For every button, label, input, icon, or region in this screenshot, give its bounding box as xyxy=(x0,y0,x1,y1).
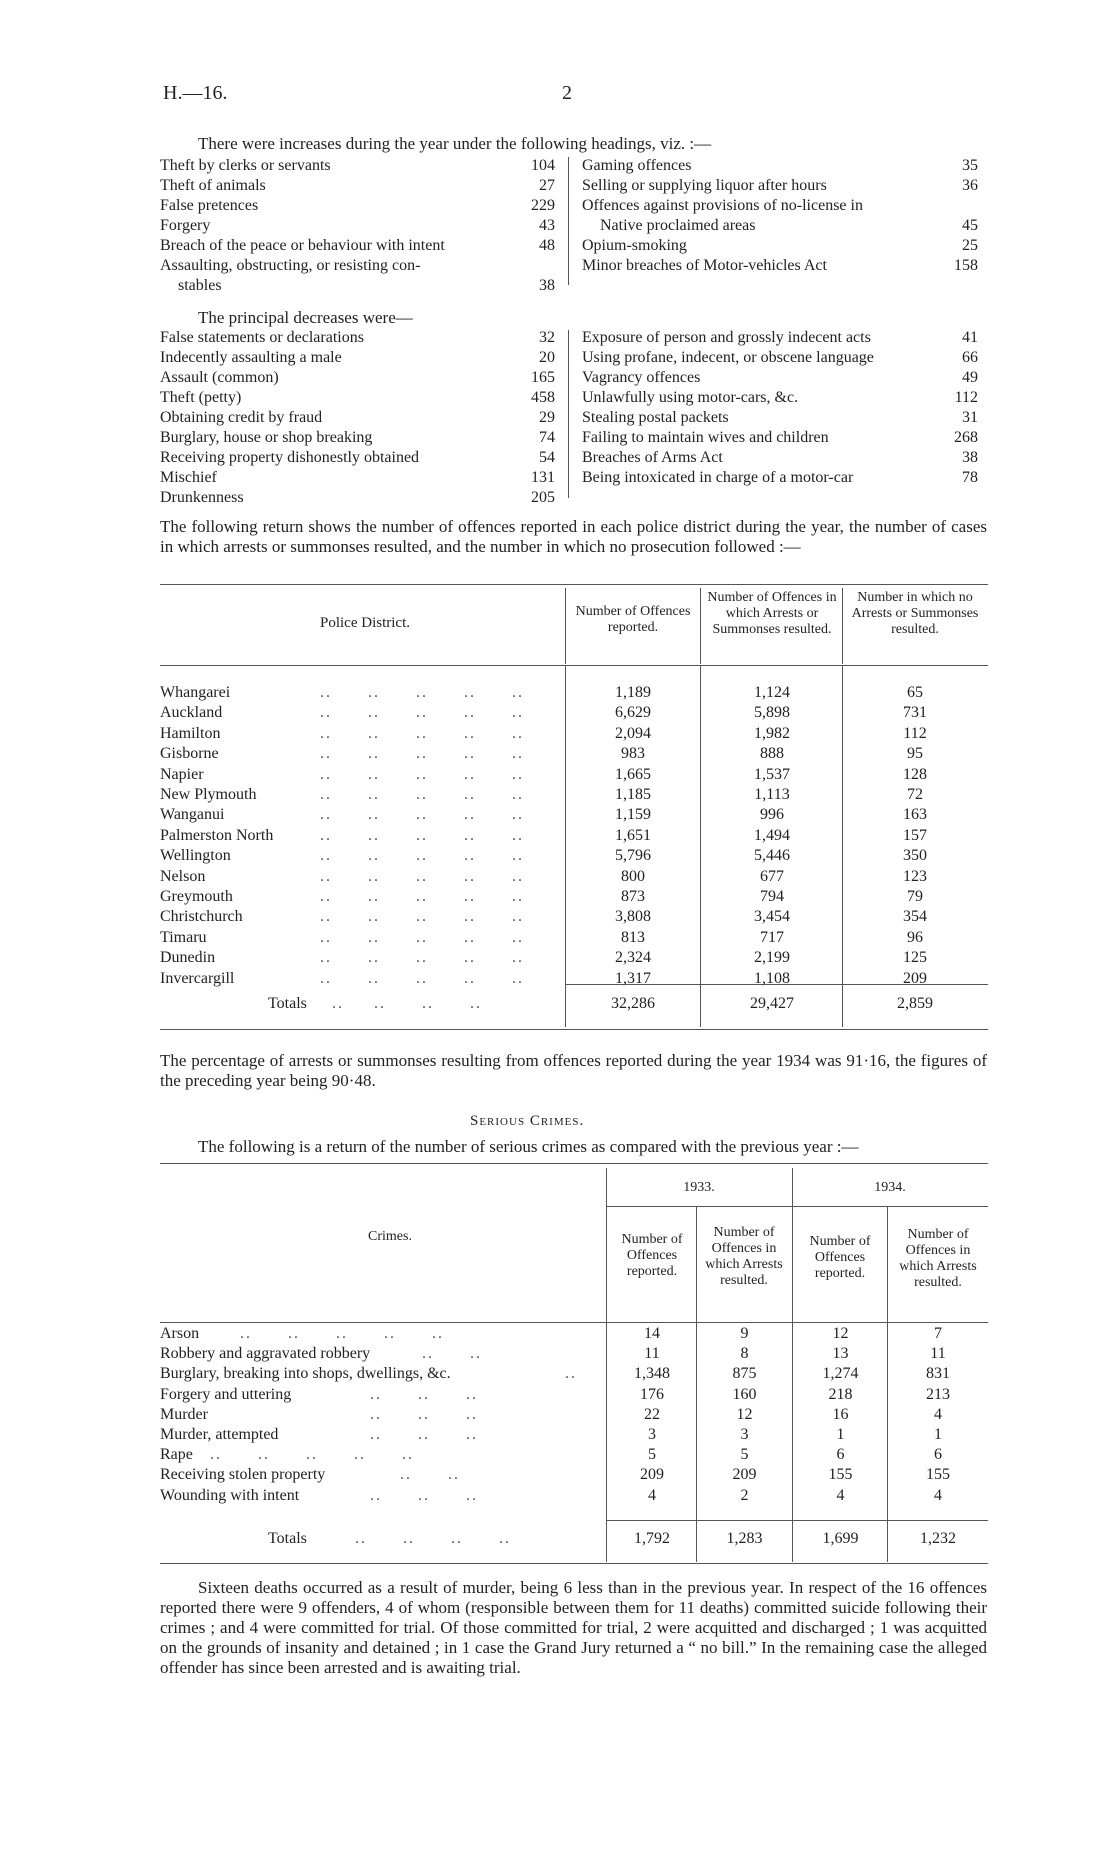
table-cell: 213 xyxy=(926,1386,950,1403)
table-cell: 5 xyxy=(740,1446,749,1463)
list-item xyxy=(160,216,555,236)
list-item xyxy=(160,448,555,468)
table-cell: 163 xyxy=(903,806,927,823)
increases-intro: There were increases during the year under the following headings, viz. :— xyxy=(198,134,712,153)
table-cell: 11 xyxy=(930,1345,946,1362)
list-item xyxy=(160,156,555,176)
table-cell: 12 xyxy=(832,1325,849,1342)
leader-dots: .. .. .. .. .. xyxy=(320,806,524,823)
list-item-label: Burglary, house or shop breaking xyxy=(160,429,373,446)
table-cell: 4 xyxy=(934,1406,942,1423)
list-item-label: Opium-smoking xyxy=(582,237,687,254)
list-item-value: 35 xyxy=(962,157,978,174)
table-row-label: New Plymouth xyxy=(160,786,257,803)
table-row-label: Hamilton xyxy=(160,725,221,742)
table-row-label: Nelson xyxy=(160,868,206,885)
list-item-value: 458 xyxy=(531,389,555,406)
list-item xyxy=(160,276,555,296)
list-item xyxy=(160,428,555,448)
leader-dots: .. xyxy=(565,1365,577,1382)
list-item-value: 158 xyxy=(954,257,978,274)
district-total-no-arrests: 2,859 xyxy=(897,995,933,1012)
table-cell: 996 xyxy=(760,806,784,823)
table-cell: 2 xyxy=(740,1487,749,1504)
column-divider xyxy=(568,157,569,285)
list-item-label: Theft (petty) xyxy=(160,389,242,406)
list-item-value: 36 xyxy=(962,177,978,194)
list-item-label: Being intoxicated in charge of a motor-car xyxy=(582,469,854,486)
increases-right-list xyxy=(582,156,978,276)
list-item-value: 165 xyxy=(531,369,555,386)
offences-reported-header: Number of Offences reported. xyxy=(575,604,691,635)
table-row-label: Wounding with intent xyxy=(160,1487,300,1504)
table-cell: 218 xyxy=(828,1386,853,1403)
list-item-label: Exposure of person and grossly indecent acts xyxy=(582,329,871,346)
table-cell: 16 xyxy=(832,1406,849,1423)
table-cell: 3,454 xyxy=(754,908,790,925)
table-cell: 155 xyxy=(926,1466,950,1483)
table-row-label: Forgery and uttering xyxy=(160,1386,292,1403)
list-item xyxy=(160,348,555,368)
list-item-label: Receiving property dishonestly obtained xyxy=(160,449,420,466)
district-total-arrests: 29,427 xyxy=(750,995,794,1012)
leader-dots: .. .. xyxy=(422,1345,482,1362)
table-cell: 14 xyxy=(644,1325,660,1342)
table-rule xyxy=(160,1563,988,1564)
table-cell: 1,185 xyxy=(615,786,651,803)
reported-1933-header: Number of Offences reported. xyxy=(621,1232,683,1279)
table-row-label: Palmerston North xyxy=(160,827,274,844)
leader-dots: .. .. .. .. .. xyxy=(320,888,524,905)
leader-dots: .. .. .. .. .. xyxy=(320,970,524,987)
leader-dots: .. .. .. .. .. xyxy=(210,1446,414,1463)
list-item-value: 20 xyxy=(539,349,555,366)
table-column-rule xyxy=(842,665,843,1027)
table-column-rule xyxy=(606,1322,607,1562)
leader-dots: .. .. .. .. xyxy=(332,995,482,1012)
table-cell: 731 xyxy=(903,704,927,721)
table-cell: 1,113 xyxy=(754,786,790,803)
table-row-label: Auckland xyxy=(160,704,223,721)
table-cell: 209 xyxy=(732,1466,757,1483)
list-item-label: Vagrancy offences xyxy=(582,369,701,386)
return-intro-paragraph: The following return shows the number of offences reported in each police district during the year, the number of cases in which arrests or summonses resulted, and the number in which no prosecution followed :— xyxy=(160,517,987,556)
list-item-label: Breaches of Arms Act xyxy=(582,449,723,466)
list-item-label: Theft of animals xyxy=(160,177,266,194)
table-cell: 4 xyxy=(648,1487,656,1504)
column-divider xyxy=(568,330,569,498)
table-rule xyxy=(606,1520,988,1521)
district-total-reported: 32,286 xyxy=(611,995,655,1012)
percentage-paragraph: The percentage of arrests or summonses resulting from offences reported during the year 1934 was 91·16, the figures of the preceding year being 90·48. xyxy=(160,1051,987,1090)
list-item-label: Using profane, indecent, or obscene language xyxy=(582,349,874,366)
list-item xyxy=(582,368,978,388)
table-cell: 209 xyxy=(903,970,927,987)
table-cell: 717 xyxy=(760,929,784,946)
list-item-value: 45 xyxy=(962,217,978,234)
leader-dots: .. .. .. .. .. xyxy=(320,929,524,946)
table-cell: 677 xyxy=(760,868,784,885)
list-item-value: 49 xyxy=(962,369,978,386)
list-item-label: Minor breaches of Motor-vehicles Act xyxy=(582,257,827,274)
crimes-total-arrests-1933: 1,283 xyxy=(726,1530,763,1547)
table-cell: 157 xyxy=(903,827,927,844)
list-item-value: 78 xyxy=(962,469,978,486)
list-item-label: Gaming offences xyxy=(582,157,692,174)
table-cell: 1,348 xyxy=(634,1365,670,1382)
table-cell: 983 xyxy=(621,745,645,762)
table-cell: 3,808 xyxy=(615,908,651,925)
table-row-label: Invercargill xyxy=(160,970,235,987)
serious-crimes-intro: The following is a return of the number of serious crimes as compared with the previous year :— xyxy=(198,1137,859,1156)
list-item-value: 104 xyxy=(531,157,555,174)
table-cell: 1,124 xyxy=(754,684,790,701)
table-cell: 125 xyxy=(903,949,927,966)
table-cell: 794 xyxy=(760,888,784,905)
leader-dots: .. .. .. xyxy=(370,1386,478,1403)
leader-dots: .. .. .. xyxy=(370,1426,478,1443)
list-item-label: Assault (common) xyxy=(160,369,279,386)
table-cell: 95 xyxy=(907,745,923,762)
table-row-label: Receiving stolen property xyxy=(160,1466,326,1483)
list-item-value: 29 xyxy=(539,409,555,426)
leader-dots: .. .. .. .. .. xyxy=(320,868,524,885)
decreases-intro: The principal decreases were— xyxy=(198,308,413,327)
table-column-rule xyxy=(565,665,566,1027)
list-item xyxy=(582,236,978,256)
list-item-value: 25 xyxy=(962,237,978,254)
district-header: Police District. xyxy=(320,615,410,631)
table-cell: 6 xyxy=(836,1446,845,1463)
increases-left-list xyxy=(160,156,555,296)
table-cell: 1,189 xyxy=(615,684,651,701)
list-item-value: 38 xyxy=(962,449,978,466)
table-cell: 813 xyxy=(621,929,645,946)
list-item-label: Selling or supplying liquor after hours xyxy=(582,177,827,194)
table-row-label: Greymouth xyxy=(160,888,233,905)
list-item xyxy=(582,448,978,468)
table-column-rule xyxy=(565,588,566,664)
list-item-value: 27 xyxy=(539,177,555,194)
list-item-value: 43 xyxy=(539,217,555,234)
leader-dots: .. .. .. xyxy=(370,1406,478,1423)
decreases-right-list xyxy=(582,328,978,488)
table-row-label: Robbery and aggravated robbery xyxy=(160,1345,371,1362)
leader-dots: .. .. xyxy=(400,1466,460,1483)
table-cell: 9 xyxy=(740,1325,749,1342)
arrests-header: Number of Offences in which Arrests or Summonses resulted. xyxy=(707,590,837,637)
table-cell: 873 xyxy=(621,888,645,905)
document-code: H.—16. xyxy=(163,82,228,104)
district-totals-label: Totals xyxy=(268,995,307,1012)
leader-dots: .. .. .. .. .. xyxy=(320,725,524,742)
list-item-label: Native proclaimed areas xyxy=(600,217,756,234)
serious-crimes-heading: Serious Crimes. xyxy=(470,1113,585,1129)
table-cell: 11 xyxy=(644,1345,660,1362)
table-cell: 1,274 xyxy=(822,1365,859,1382)
table-cell: 1,494 xyxy=(754,827,790,844)
list-item xyxy=(582,388,978,408)
table-cell: 79 xyxy=(907,888,923,905)
table-row-label: Whangarei xyxy=(160,684,231,701)
crimes-total-arrests-1934: 1,232 xyxy=(920,1530,956,1547)
table-cell: 2,094 xyxy=(615,725,651,742)
table-row-label: Murder, attempted xyxy=(160,1426,279,1443)
list-item xyxy=(582,348,978,368)
table-cell: 350 xyxy=(903,847,927,864)
table-cell: 1,982 xyxy=(754,725,790,742)
list-item xyxy=(160,328,555,348)
table-cell: 1,665 xyxy=(615,766,651,783)
list-item-value: 131 xyxy=(531,469,555,486)
table-cell: 96 xyxy=(907,929,923,946)
list-item-label: Offences against provisions of no-license in xyxy=(582,197,863,214)
table-cell: 155 xyxy=(828,1466,853,1483)
table-rule xyxy=(160,1029,988,1030)
table-column-rule xyxy=(792,1322,793,1562)
list-item-label: Mischief xyxy=(160,469,217,486)
table-cell: 1,317 xyxy=(615,970,651,987)
leader-dots: .. .. .. .. .. xyxy=(320,745,524,762)
leader-dots: .. .. .. .. .. xyxy=(320,704,524,721)
table-cell: 7 xyxy=(934,1325,942,1342)
list-item-label: False pretences xyxy=(160,197,259,214)
list-item-label: stables xyxy=(178,277,222,294)
list-item xyxy=(582,196,978,216)
list-item-label: Assaulting, obstructing, or resisting con- xyxy=(160,257,421,274)
table-rule xyxy=(606,1206,988,1207)
table-cell: 6 xyxy=(934,1446,942,1463)
table-cell: 1 xyxy=(836,1426,845,1443)
table-rule xyxy=(160,1322,988,1323)
table-cell: 128 xyxy=(903,766,927,783)
list-item xyxy=(582,328,978,348)
table-cell: 2,324 xyxy=(615,949,651,966)
table-cell: 1,108 xyxy=(754,970,790,987)
table-row-label: Napier xyxy=(160,766,204,783)
table-cell: 2,199 xyxy=(754,949,790,966)
list-item-value: 54 xyxy=(539,449,555,466)
list-item xyxy=(582,156,978,176)
list-item xyxy=(582,216,978,236)
crimes-totals-label: Totals xyxy=(268,1530,307,1547)
list-item-value: 205 xyxy=(531,489,555,506)
crimes-total-reported-1933: 1,792 xyxy=(634,1530,670,1547)
table-cell: 1,159 xyxy=(615,806,651,823)
table-cell: 209 xyxy=(640,1466,664,1483)
table-row-label: Timaru xyxy=(160,929,207,946)
decreases-left-list xyxy=(160,328,555,508)
table-cell: 6,629 xyxy=(615,704,651,721)
leader-dots: .. .. .. .. .. xyxy=(240,1325,444,1342)
arrests-1934-header: Number of Offences in which Arrests resulted. xyxy=(899,1227,977,1290)
table-cell: 831 xyxy=(926,1365,950,1382)
year-1933-header: 1933. xyxy=(683,1180,715,1195)
list-item-value: 38 xyxy=(539,277,555,294)
reported-1934-header: Number of Offences reported. xyxy=(809,1234,871,1281)
list-item xyxy=(160,368,555,388)
list-item-label: Stealing postal packets xyxy=(582,409,729,426)
table-cell: 3 xyxy=(740,1426,749,1443)
table-cell: 5,796 xyxy=(615,847,651,864)
table-rule xyxy=(160,584,988,585)
table-cell: 5 xyxy=(648,1446,656,1463)
table-row-label: Wellington xyxy=(160,847,231,864)
list-item-value: 268 xyxy=(954,429,978,446)
table-row-label: Wanganui xyxy=(160,806,225,823)
year-1934-header: 1934. xyxy=(874,1180,906,1195)
list-item xyxy=(160,236,555,256)
table-cell: 354 xyxy=(903,908,927,925)
table-row-label: Gisborne xyxy=(160,745,219,762)
list-item-label: Indecently assaulting a male xyxy=(160,349,342,366)
list-item-label: Breach of the peace or behaviour with intent xyxy=(160,237,445,254)
leader-dots: .. .. .. .. .. xyxy=(320,827,524,844)
table-cell: 4 xyxy=(836,1487,845,1504)
list-item-label: Drunkenness xyxy=(160,489,244,506)
no-arrests-header: Number in which no Arrests or Summonses resulted. xyxy=(851,590,979,637)
leader-dots: .. .. .. .. .. xyxy=(320,684,524,701)
table-rule xyxy=(160,1163,988,1164)
leader-dots: .. .. .. .. .. xyxy=(320,786,524,803)
table-cell: 3 xyxy=(648,1426,656,1443)
closing-paragraph: Sixteen deaths occurred as a result of murder, being 6 less than in the previous year. In respect of the 16 offences reported there were 9 offenders, 4 of whom (responsible between them for 11 deaths) committed suicide following their crimes ; and 4 were committed for trial. Of those committed for trial, 2 were acquitted and discharged ; 1 was acquitted on the grounds of insanity and detained ; in 1 case the Grand Jury returned a “ no bill.” In the remaining case the alleged offender has since been arrested and is awaiting trial. xyxy=(160,1578,987,1677)
leader-dots: .. .. .. .. .. xyxy=(320,908,524,925)
table-cell: 1 xyxy=(934,1426,942,1443)
table-cell: 65 xyxy=(907,684,923,701)
list-item xyxy=(160,468,555,488)
table-cell: 123 xyxy=(903,868,927,885)
list-item xyxy=(160,196,555,216)
list-item xyxy=(582,428,978,448)
list-item-value: 229 xyxy=(531,197,555,214)
table-row-label: Christchurch xyxy=(160,908,243,925)
list-item xyxy=(582,256,978,276)
table-column-rule xyxy=(700,588,701,664)
list-item xyxy=(160,256,555,276)
list-item xyxy=(160,388,555,408)
table-row-label: Burglary, breaking into shops, dwellings, &c. xyxy=(160,1365,451,1382)
table-row-label: Rape xyxy=(160,1446,193,1463)
leader-dots: .. .. .. .. .. xyxy=(320,847,524,864)
list-item-value: 32 xyxy=(539,329,555,346)
list-item xyxy=(160,488,555,508)
table-cell: 1,651 xyxy=(615,827,651,844)
table-column-rule xyxy=(842,588,843,664)
table-row-label: Dunedin xyxy=(160,949,216,966)
arrests-1933-header: Number of Offences in which Arrests resulted. xyxy=(705,1225,783,1288)
list-item-label: Forgery xyxy=(160,217,211,234)
table-cell: 8 xyxy=(740,1345,749,1362)
list-item-value: 31 xyxy=(962,409,978,426)
table-cell: 72 xyxy=(907,786,923,803)
list-item xyxy=(582,468,978,488)
leader-dots: .. .. .. .. .. xyxy=(320,766,524,783)
table-cell: 5,446 xyxy=(754,847,790,864)
list-item-value: 112 xyxy=(954,389,978,406)
leader-dots: .. .. .. xyxy=(370,1487,478,1504)
crimes-total-reported-1934: 1,699 xyxy=(822,1530,859,1547)
list-item-value: 48 xyxy=(539,237,555,254)
list-item-value: 74 xyxy=(539,429,555,446)
list-item xyxy=(160,408,555,428)
table-cell: 160 xyxy=(732,1386,757,1403)
table-cell: 176 xyxy=(640,1386,664,1403)
table-rule xyxy=(565,984,988,985)
table-cell: 12 xyxy=(736,1406,753,1423)
table-cell: 1,537 xyxy=(754,766,790,783)
table-cell: 4 xyxy=(934,1487,942,1504)
table-cell: 875 xyxy=(732,1365,757,1382)
crimes-header: Crimes. xyxy=(368,1229,412,1244)
table-cell: 888 xyxy=(760,745,784,762)
table-column-rule xyxy=(700,665,701,1027)
table-rule xyxy=(160,665,988,666)
table-cell: 22 xyxy=(644,1406,660,1423)
list-item xyxy=(160,176,555,196)
table-row-label: Murder xyxy=(160,1406,208,1423)
list-item-label: Obtaining credit by fraud xyxy=(160,409,323,426)
table-cell: 800 xyxy=(621,868,645,885)
list-item-label: False statements or declarations xyxy=(160,329,364,346)
leader-dots: .. .. .. .. xyxy=(355,1530,511,1547)
table-cell: 5,898 xyxy=(754,704,790,721)
list-item-value: 66 xyxy=(962,349,978,366)
page-number: 2 xyxy=(562,82,572,104)
list-item xyxy=(582,408,978,428)
list-item-label: Failing to maintain wives and children xyxy=(582,429,829,446)
list-item-label: Theft by clerks or servants xyxy=(160,157,331,174)
list-item xyxy=(582,176,978,196)
table-cell: 112 xyxy=(903,725,927,742)
leader-dots: .. .. .. .. .. xyxy=(320,949,524,966)
list-item-label: Unlawfully using motor-cars, &c. xyxy=(582,389,799,406)
list-item-value: 41 xyxy=(962,329,978,346)
table-row-label: Arson xyxy=(160,1325,200,1342)
table-cell: 13 xyxy=(832,1345,849,1362)
